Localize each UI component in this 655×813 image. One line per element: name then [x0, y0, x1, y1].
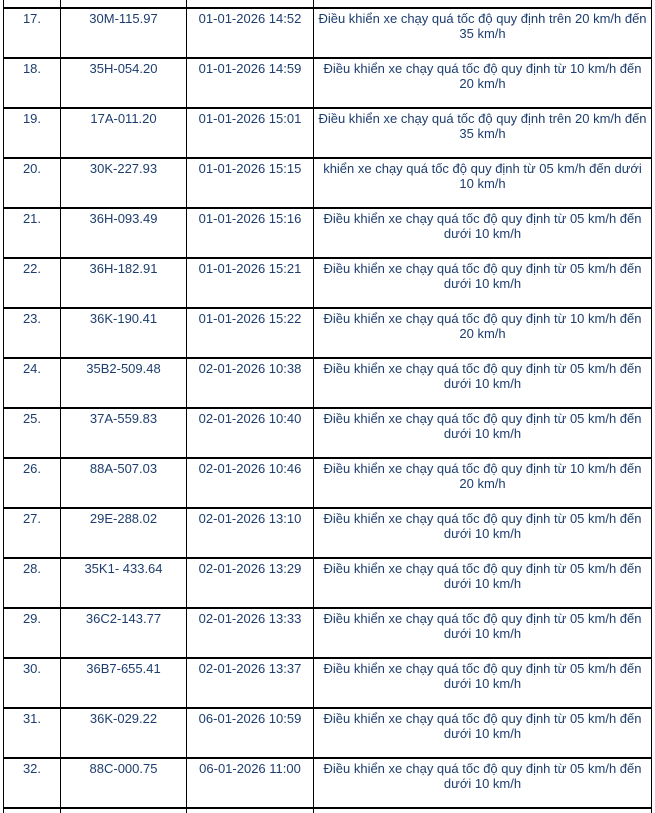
datetime-cell: 01-01-2026 15:21 [187, 258, 314, 308]
plate-cell: 35H-054.20 [61, 58, 187, 108]
plate-cell: 36B7-655.41 [61, 658, 187, 708]
table-row [4, 658, 652, 708]
violation-cell: Điều khiển xe chạy quá tốc độ quy định từ 10 km/h đến 20 km/h [314, 458, 652, 508]
table-row [4, 358, 652, 408]
partial-row-bottom [4, 808, 652, 813]
row-index-cell: 25. [4, 408, 61, 458]
datetime-cell: 02-01-2026 10:38 [187, 358, 314, 408]
row-index-cell: 27. [4, 508, 61, 558]
plate-cell [61, 0, 187, 8]
datetime-cell: 02-01-2026 13:37 [187, 658, 314, 708]
datetime-cell: 02-01-2026 10:40 [187, 408, 314, 458]
violations-table [3, 0, 652, 813]
datetime-cell [187, 808, 314, 813]
table-row [4, 508, 652, 558]
violation-cell: Điều khiển xe chạy quá tốc độ quy định từ 05 km/h đến dưới 10 km/h [314, 258, 652, 308]
datetime-cell: 01-01-2026 15:01 [187, 108, 314, 158]
plate-cell: 36H-093.49 [61, 208, 187, 258]
datetime-cell [187, 0, 314, 8]
datetime-cell: 02-01-2026 13:29 [187, 558, 314, 608]
table-row [4, 708, 652, 758]
datetime-cell: 06-01-2026 11:00 [187, 758, 314, 808]
violation-cell: Điều khiển xe chạy quá tốc độ quy định từ 05 km/h đến dưới 10 km/h [314, 758, 652, 808]
row-index-cell: 30. [4, 658, 61, 708]
row-index-cell [4, 0, 61, 8]
row-index-cell: 21. [4, 208, 61, 258]
violation-cell: Điều khiển xe chạy quá tốc độ quy định từ 05 km/h đến dưới 10 km/h [314, 408, 652, 458]
row-index-cell: 23. [4, 308, 61, 358]
plate-cell: 30K-227.93 [61, 158, 187, 208]
table-row [4, 608, 652, 658]
row-index-cell: 28. [4, 558, 61, 608]
plate-cell: 36K-029.22 [61, 708, 187, 758]
row-index-cell: 26. [4, 458, 61, 508]
table-row [4, 208, 652, 258]
row-index-cell: 17. [4, 8, 61, 58]
plate-cell: 36C2-143.77 [61, 608, 187, 658]
table-row [4, 758, 652, 808]
row-index-cell [4, 808, 61, 813]
table-row [4, 408, 652, 458]
plate-cell: 88A-507.03 [61, 458, 187, 508]
datetime-cell: 06-01-2026 10:59 [187, 708, 314, 758]
plate-cell: 35K1- 433.64 [61, 558, 187, 608]
plate-cell: 17A-011.20 [61, 108, 187, 158]
violation-cell: Điều khiển xe chạy quá tốc độ quy định từ 05 km/h đến dưới 10 km/h [314, 358, 652, 408]
table-row [4, 108, 652, 158]
datetime-cell: 01-01-2026 14:52 [187, 8, 314, 58]
datetime-cell: 02-01-2026 13:33 [187, 608, 314, 658]
violation-cell [314, 0, 652, 8]
datetime-cell: 01-01-2026 14:59 [187, 58, 314, 108]
table-row [4, 458, 652, 508]
row-index-cell: 31. [4, 708, 61, 758]
datetime-cell: 02-01-2026 13:10 [187, 508, 314, 558]
violation-cell: Điều khiển xe chạy quá tốc độ quy định từ 10 km/h đến 20 km/h [314, 308, 652, 358]
row-index-cell: 20. [4, 158, 61, 208]
table-row [4, 8, 652, 58]
datetime-cell: 02-01-2026 10:46 [187, 458, 314, 508]
datetime-cell: 01-01-2026 15:16 [187, 208, 314, 258]
plate-cell: 30M-115.97 [61, 8, 187, 58]
table-row [4, 158, 652, 208]
violation-cell: khiển xe chạy quá tốc độ quy định từ 05 km/h đến dưới 10 km/h [314, 158, 652, 208]
row-index-cell: 29. [4, 608, 61, 658]
table-row [4, 308, 652, 358]
plate-cell [61, 808, 187, 813]
table-row [4, 58, 652, 108]
plate-cell: 29E-288.02 [61, 508, 187, 558]
violation-cell: Điều khiển xe chạy quá tốc độ quy định từ 05 km/h đến dưới 10 km/h [314, 658, 652, 708]
plate-cell: 35B2-509.48 [61, 358, 187, 408]
row-index-cell: 24. [4, 358, 61, 408]
plate-cell: 88C-000.75 [61, 758, 187, 808]
plate-cell: 36H-182.91 [61, 258, 187, 308]
row-index-cell: 22. [4, 258, 61, 308]
table-row [4, 258, 652, 308]
violation-cell: Điều khiển xe chạy quá tốc độ quy định từ 10 km/h đến 20 km/h [314, 58, 652, 108]
partial-row-top [4, 0, 652, 8]
row-index-cell: 32. [4, 758, 61, 808]
violation-cell: Điều khiển xe chạy quá tốc độ quy định từ 05 km/h đến dưới 10 km/h [314, 608, 652, 658]
row-index-cell: 18. [4, 58, 61, 108]
datetime-cell: 01-01-2026 15:22 [187, 308, 314, 358]
plate-cell: 36K-190.41 [61, 308, 187, 358]
table-row [4, 558, 652, 608]
violation-cell: Điều khiển xe chạy quá tốc độ quy định từ 05 km/h đến dưới 10 km/h [314, 508, 652, 558]
row-index-cell: 19. [4, 108, 61, 158]
violation-cell: Điều khiển xe chạy quá tốc độ quy định từ 05 km/h đến dưới 10 km/h [314, 558, 652, 608]
violation-cell: Điều khiển xe chạy quá tốc độ quy định trên 20 km/h đến 35 km/h [314, 108, 652, 158]
violation-cell: Điều khiển xe chạy quá tốc độ quy định từ 05 km/h đến dưới 10 km/h [314, 708, 652, 758]
datetime-cell: 01-01-2026 15:15 [187, 158, 314, 208]
violation-cell: Điều khiển xe chạy quá tốc độ quy định trên 20 km/h đến 35 km/h [314, 8, 652, 58]
violation-cell: Điều khiển xe chạy quá tốc độ quy định từ 05 km/h đến dưới 10 km/h [314, 208, 652, 258]
violation-cell [314, 808, 652, 813]
plate-cell: 37A-559.83 [61, 408, 187, 458]
